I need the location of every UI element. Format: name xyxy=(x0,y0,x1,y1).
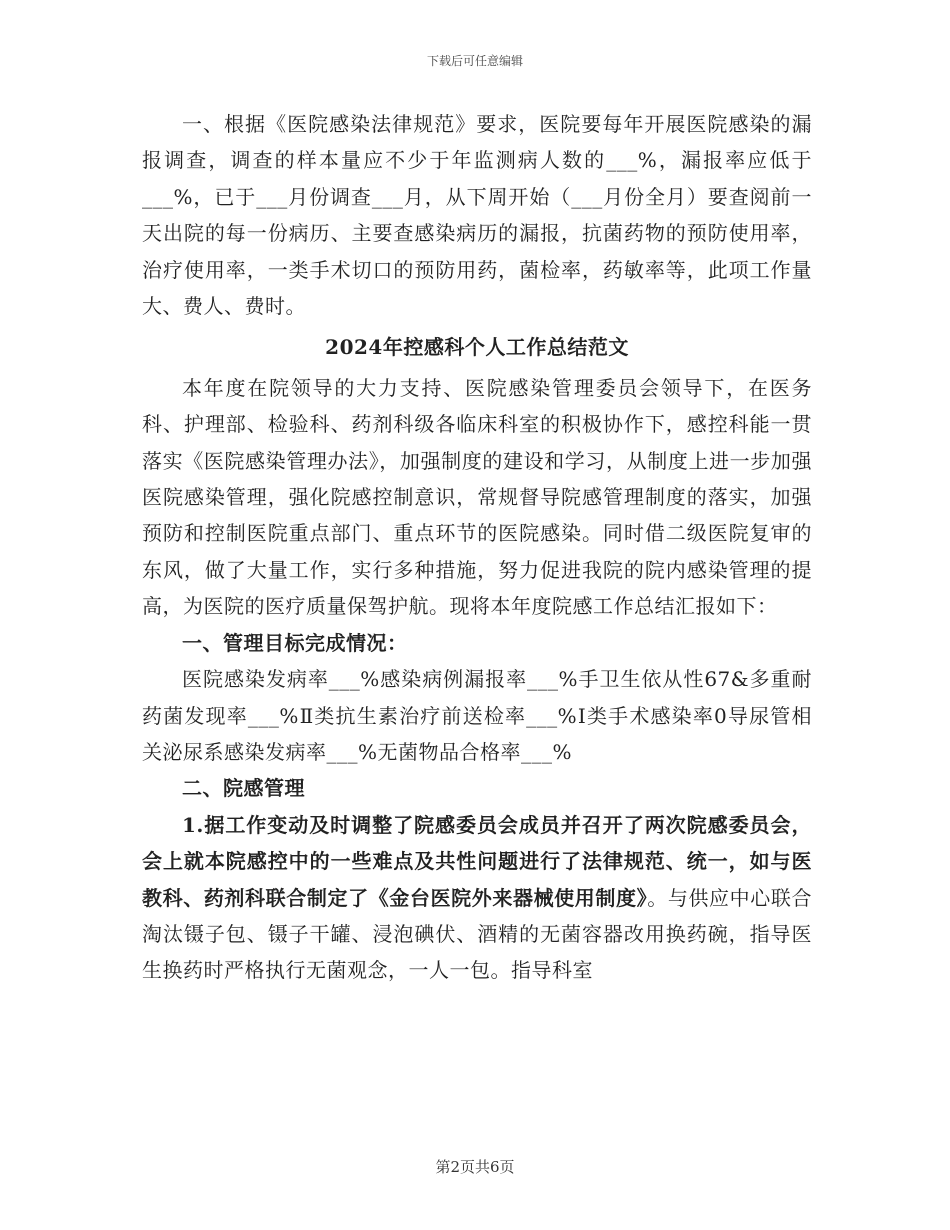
page-footer: 第2页共6页 xyxy=(435,1158,515,1176)
management-normal-text: 。与供应中心联合淘汰镊子包、镊子干罐、浸泡碘伏、酒精的无菌容器改用换药碗，指导医生换药时严格执行无菌观念，一人一包。指导科室 xyxy=(142,885,812,983)
paragraph-survey: 一、根据《医院感染法律规范》要求，医院要每年开展医院感染的漏报调查，调查的样本量应不少于年监测病人数的___%，漏报率应低于___%，已于___月份调查___月，从下周开始（___月份全月）要查阅前一天出院的每一份病历、主要查感染病历的漏报，抗菌药物的预防使用率，治疗使用率，一类手术切口的预防用药，菌检率，药敏率等，此项工作量大、费人、费时。 xyxy=(142,112,812,319)
document-title: 2024年控感科个人工作总结范文 xyxy=(325,335,629,360)
paragraph-management xyxy=(142,807,812,989)
management-bold-text: 1.据工作变动及时调整了院感委员会成员并召开了两次院感委员会，会上就本院感控中的一些难点及共性问题进行了法律规范、统一，如与医教科、药剂科联合制定了《金台医院外来器械使用制度》 xyxy=(142,812,812,910)
section-heading-goals: 一、管理目标完成情况： xyxy=(182,630,408,655)
page-header: 下载后可任意编辑 xyxy=(426,54,523,68)
paragraph-goals: 医院感染发病率___%感染病例漏报率___%手卫生依从性67&多重耐药菌发现率___%Ⅱ类抗生素治疗前送检率___%Ⅰ类手术感染率0导尿管相关泌尿系感染发病率___%无菌物品合格率___% xyxy=(142,667,812,764)
paragraph-intro: 本年度在院领导的大力支持、医院感染管理委员会领导下，在医务科、护理部、检验科、药剂科级各临床科室的积极协作下，感控科能一贯落实《医院感染管理办法》，加强制度的建设和学习，从制度上进一步加强医院感染管理，强化院感控制意识，常规督导院感管理制度的落实，加强预防和控制医院重点部门、重点环节的医院感染。同时借二级医院复审的东风，做了大量工作，实行多种措施，努力促进我院的院内感染管理的提高，为医院的医疗质量保驾护航。现将本年度院感工作总结汇报如下： xyxy=(142,375,812,619)
section-heading-management: 二、院感管理 xyxy=(182,776,305,801)
document-body xyxy=(142,106,812,989)
